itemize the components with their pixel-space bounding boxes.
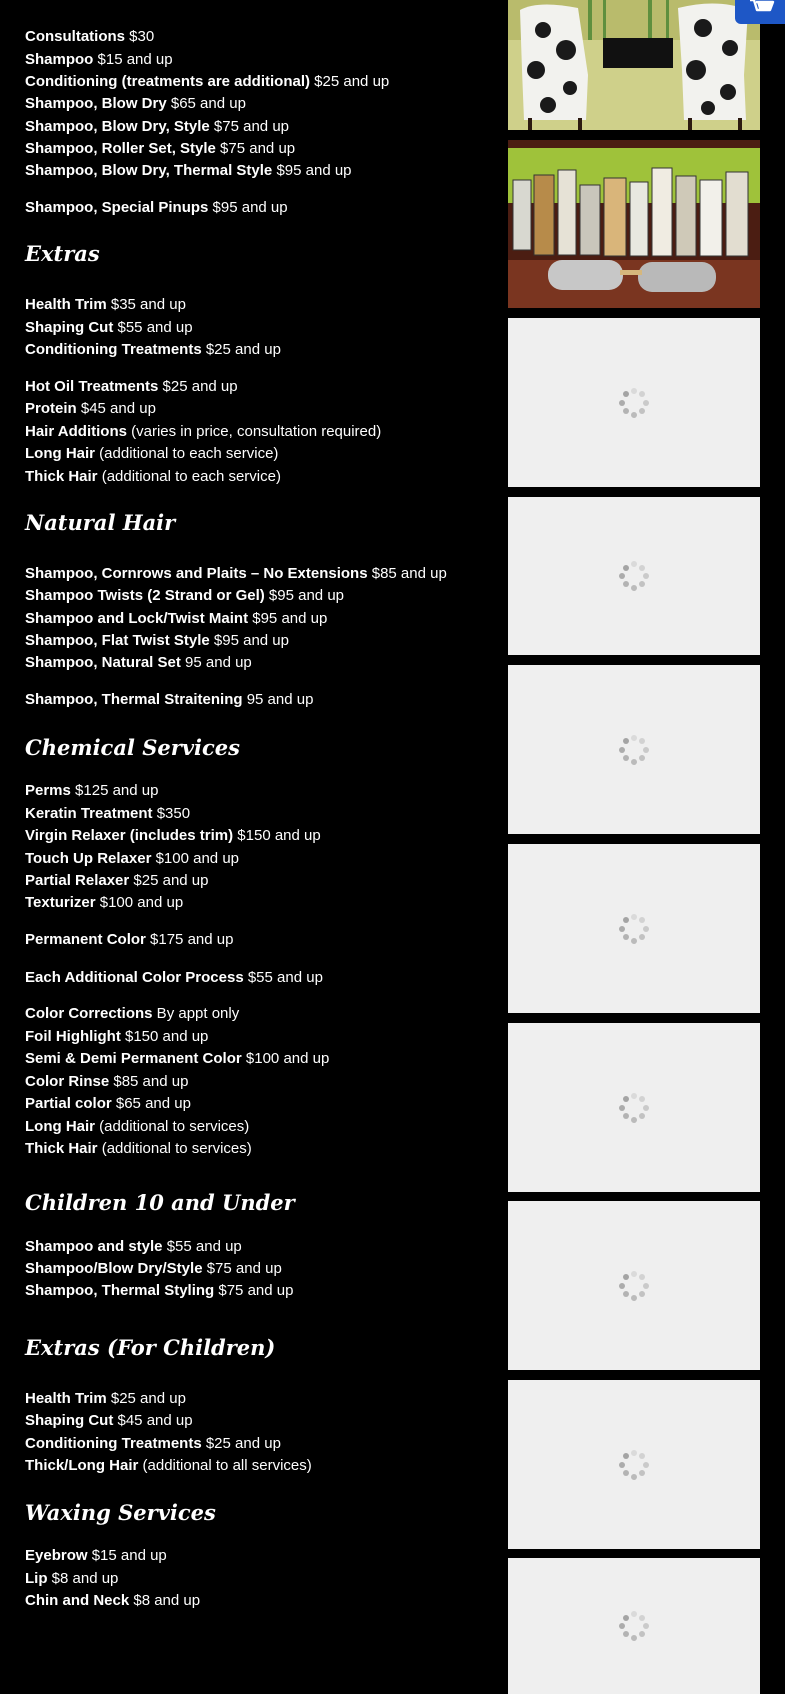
price-line — [25, 1281, 293, 1301]
service-name: Chin and Neck — [25, 1592, 130, 1609]
service-name: Shampoo, Blow Dry — [25, 95, 167, 112]
service-name: Long Hair — [25, 1118, 95, 1135]
service-name: Each Additional Color Process — [25, 969, 244, 986]
loading-spinner-icon — [617, 733, 651, 767]
price-line — [25, 1434, 281, 1454]
service-name: Color Corrections — [25, 1005, 153, 1022]
service-price: $45 and up — [113, 1412, 193, 1429]
service-price: $175 and up — [145, 931, 234, 948]
service-name: Perms — [25, 782, 71, 799]
hair-products-photo — [508, 140, 760, 308]
price-line — [25, 340, 281, 360]
price-line — [25, 1117, 249, 1137]
price-line — [25, 564, 447, 584]
service-price: (additional to services) — [97, 1140, 252, 1157]
service-name: Shampoo and Lock/Twist Maint — [25, 610, 249, 627]
service-name: Shampoo Twists (2 Strand or Gel) — [25, 587, 265, 604]
service-price: $85 and up — [367, 565, 447, 582]
price-line — [25, 968, 323, 988]
price-line — [25, 690, 313, 710]
service-price: By appt only — [152, 1005, 240, 1022]
image-placeholder — [508, 1023, 760, 1192]
price-line — [25, 1259, 282, 1279]
service-name: Health Trim — [25, 296, 107, 313]
price-line — [25, 781, 158, 801]
service-name: Conditioning Treatments — [25, 341, 202, 358]
price-line — [25, 72, 389, 92]
service-price: (additional to all services) — [138, 1457, 312, 1474]
price-line — [25, 826, 321, 846]
price-line — [25, 318, 193, 338]
service-name: Partial Relaxer — [25, 872, 130, 889]
service-price: $25 and up — [129, 872, 209, 889]
service-name: Semi & Demi Permanent Color — [25, 1050, 242, 1067]
price-line — [25, 1411, 193, 1431]
price-line — [25, 295, 186, 315]
service-name: Long Hair — [25, 445, 95, 462]
section-heading: Children 10 and Under — [25, 1190, 295, 1215]
service-price: $95 and up — [208, 199, 288, 216]
service-price: $95 and up — [272, 162, 352, 179]
service-price: $25 and up — [201, 341, 281, 358]
price-line — [25, 1389, 186, 1409]
price-line — [25, 871, 208, 891]
service-name: Virgin Relaxer (includes trim) — [25, 827, 234, 844]
service-name: Thick Hair — [25, 468, 98, 485]
service-name: Shampoo and style — [25, 1238, 163, 1255]
section-heading: Natural Hair — [25, 510, 176, 535]
service-price: $100 and up — [151, 850, 240, 867]
price-line — [25, 609, 327, 629]
service-price: $25 and up — [158, 378, 238, 395]
price-line — [25, 422, 381, 442]
loading-spinner-icon — [617, 1091, 651, 1125]
loading-spinner-icon — [617, 1269, 651, 1303]
service-price: $100 and up — [241, 1050, 330, 1067]
price-line — [25, 94, 246, 114]
service-name: Texturizer — [25, 894, 96, 911]
service-price: $45 and up — [76, 400, 156, 417]
price-line — [25, 804, 190, 824]
image-placeholder — [508, 665, 760, 834]
loading-spinner-icon — [617, 386, 651, 420]
service-price: $25 and up — [106, 1390, 186, 1407]
service-name: Shampoo, Flat Twist Style — [25, 632, 210, 649]
price-line — [25, 198, 288, 218]
service-name: Shampoo, Thermal Styling — [25, 1282, 215, 1299]
loading-spinner-icon — [617, 559, 651, 593]
service-name: Consultations — [25, 28, 125, 45]
service-price: $65 and up — [166, 95, 246, 112]
service-price: $95 and up — [264, 587, 345, 604]
price-line — [25, 1546, 167, 1566]
service-price: $350 — [152, 805, 191, 822]
service-name: Thick Hair — [25, 1140, 98, 1157]
service-price: $75 and up — [214, 1282, 294, 1299]
price-line — [25, 1094, 191, 1114]
price-line — [25, 444, 278, 464]
price-line — [25, 893, 183, 913]
service-name: Foil Highlight — [25, 1028, 121, 1045]
image-placeholder — [508, 497, 760, 655]
loading-spinner-icon — [617, 912, 651, 946]
price-line — [25, 50, 173, 70]
service-price: $75 and up — [209, 118, 290, 135]
image-placeholder — [508, 844, 760, 1013]
image-placeholder — [508, 1201, 760, 1370]
service-name: Conditioning (treatments are additional) — [25, 73, 311, 90]
price-line — [25, 930, 233, 950]
service-name: Protein — [25, 400, 77, 417]
price-line — [25, 1072, 188, 1092]
service-price: 95 and up — [180, 654, 252, 671]
service-name: Shampoo — [25, 51, 94, 68]
salon-chairs-photo — [508, 0, 760, 130]
price-line — [25, 1004, 239, 1024]
shopping-cart-icon — [749, 0, 775, 16]
price-line — [25, 139, 295, 159]
service-name: Shampoo/Blow Dry/Style — [25, 1260, 203, 1277]
section-heading: Waxing Services — [25, 1500, 216, 1525]
price-line — [25, 467, 281, 487]
service-name: Health Trim — [25, 1390, 107, 1407]
price-line — [25, 117, 289, 137]
price-line — [25, 399, 156, 419]
service-price: (additional to each service) — [95, 445, 279, 462]
price-line — [25, 1569, 118, 1589]
service-price: $15 and up — [87, 1547, 167, 1564]
price-line — [25, 653, 252, 673]
price-line — [25, 1591, 200, 1611]
service-price: $100 and up — [95, 894, 184, 911]
service-price: $150 and up — [120, 1028, 209, 1045]
service-price: $85 and up — [109, 1073, 189, 1090]
price-line — [25, 586, 344, 606]
service-price: $55 and up — [113, 319, 193, 336]
service-name: Hot Oil Treatments — [25, 378, 159, 395]
service-price: 95 and up — [242, 691, 314, 708]
service-price: $8 and up — [129, 1592, 201, 1609]
section-heading: Chemical Services — [25, 735, 240, 760]
service-price: $95 and up — [209, 632, 289, 649]
loading-spinner-icon — [617, 1609, 651, 1643]
service-price: $25 and up — [310, 73, 390, 90]
service-price: $55 and up — [162, 1238, 242, 1255]
service-name: Eyebrow — [25, 1547, 88, 1564]
image-placeholder — [508, 1558, 760, 1694]
service-price: $55 and up — [243, 969, 323, 986]
service-price: $65 and up — [111, 1095, 191, 1112]
service-name: Shampoo, Blow Dry, Thermal Style — [25, 162, 273, 179]
service-price: $75 and up — [215, 140, 296, 157]
service-price: $30 — [125, 28, 155, 45]
price-line — [25, 1456, 312, 1476]
price-line — [25, 27, 154, 47]
price-line — [25, 1049, 329, 1069]
service-name: Shampoo, Cornrows and Plaits – No Extensions — [25, 565, 368, 582]
service-name: Shampoo, Special Pinups — [25, 199, 209, 216]
service-name: Lip — [25, 1570, 48, 1587]
service-price: $8 and up — [47, 1570, 119, 1587]
price-line — [25, 631, 289, 651]
service-name: Touch Up Relaxer — [25, 850, 152, 867]
service-name: Hair Additions — [25, 423, 127, 440]
service-price: $125 and up — [70, 782, 159, 799]
price-line — [25, 377, 238, 397]
service-price: (additional to each service) — [97, 468, 281, 485]
service-price: (varies in price, consultation required) — [126, 423, 382, 440]
service-price: $95 and up — [248, 610, 328, 627]
service-price: $75 and up — [202, 1260, 282, 1277]
service-name: Partial color — [25, 1095, 112, 1112]
service-name: Shaping Cut — [25, 1412, 114, 1429]
service-name: Color Rinse — [25, 1073, 110, 1090]
image-placeholder — [508, 318, 760, 487]
price-line — [25, 1237, 242, 1257]
service-price: (additional to services) — [95, 1118, 250, 1135]
price-line — [25, 1139, 252, 1159]
cart-button[interactable] — [735, 0, 785, 24]
section-heading: Extras (For Children) — [25, 1335, 276, 1360]
price-line — [25, 161, 352, 181]
service-name: Permanent Color — [25, 931, 146, 948]
service-name: Shampoo, Thermal Straitening — [25, 691, 243, 708]
price-line — [25, 849, 239, 869]
service-name: Keratin Treatment — [25, 805, 153, 822]
service-name: Shampoo, Natural Set — [25, 654, 181, 671]
price-line — [25, 1027, 208, 1047]
service-name: Conditioning Treatments — [25, 1435, 202, 1452]
section-heading: Extras — [25, 241, 100, 266]
loading-spinner-icon — [617, 1448, 651, 1482]
service-name: Shaping Cut — [25, 319, 114, 336]
service-price: $25 and up — [201, 1435, 281, 1452]
service-name: Shampoo, Blow Dry, Style — [25, 118, 210, 135]
service-name: Thick/Long Hair — [25, 1457, 139, 1474]
image-placeholder — [508, 1380, 760, 1549]
service-price: $15 and up — [93, 51, 173, 68]
service-name: Shampoo, Roller Set, Style — [25, 140, 216, 157]
service-price: $150 and up — [233, 827, 321, 844]
service-price: $35 and up — [106, 296, 186, 313]
